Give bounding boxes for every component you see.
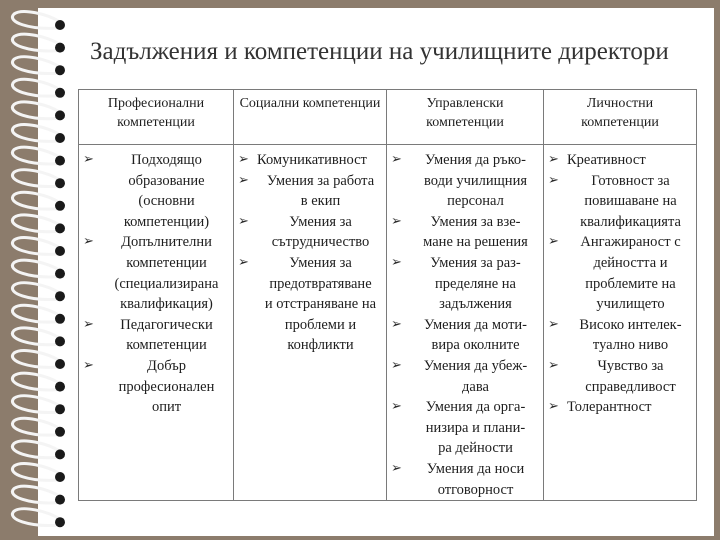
- spiral-ring: [12, 192, 60, 209]
- slide-title: Задължения и компетенции на училищните директори: [90, 38, 669, 65]
- table-header-row: [79, 90, 697, 145]
- social-list: [235, 150, 384, 356]
- spiral-hole: [55, 20, 65, 30]
- spiral-hole: [55, 178, 65, 188]
- list-item: ➢ Умения за предотвратяване и отстраняване на проблеми и конфликти: [235, 253, 384, 356]
- header-personal: Личностни компетенции: [544, 90, 697, 145]
- spiral-hole: [55, 314, 65, 324]
- list-item: ➢ Умения да ръко- води училищния персонал: [388, 150, 541, 212]
- professional-cell: [79, 145, 234, 501]
- personal-cell: [544, 145, 697, 501]
- table-body-row: [79, 145, 697, 501]
- managerial-list: [388, 150, 541, 500]
- spiral-hole: [55, 404, 65, 414]
- spiral-hole: [55, 472, 65, 482]
- list-item: ➢ Комуникативност: [235, 150, 384, 171]
- list-item: ➢ Допълнителни компетенции (специализирана квалификация): [80, 232, 231, 314]
- spiral-hole: [55, 517, 65, 527]
- social-cell: [234, 145, 387, 501]
- header-managerial: Управленски компетенции: [387, 90, 544, 145]
- spiral-hole: [55, 269, 65, 279]
- list-item: ➢ Умения за раз- пределяне на задължения: [388, 253, 541, 315]
- spiral-hole: [55, 359, 65, 369]
- spiral-ring: [12, 260, 60, 277]
- spiral-hole: [55, 382, 65, 392]
- spiral-ring: [12, 170, 60, 187]
- spiral-ring: [12, 125, 60, 142]
- list-item: ➢ Умения да моти- вира околните: [388, 315, 541, 356]
- list-item: ➢ Умения за сътрудничество: [235, 212, 384, 253]
- spiral-ring: [12, 486, 60, 503]
- spiral-ring: [12, 305, 60, 322]
- personal-list: [545, 150, 694, 418]
- list-item: ➢ Умения да убеж- дава: [388, 356, 541, 397]
- list-item: ➢ Умения за работа в екип: [235, 171, 384, 212]
- list-item: ➢ Готовност за повишаване на квалификацията: [545, 171, 694, 233]
- spiral-ring: [12, 215, 60, 232]
- spiral-hole: [55, 495, 65, 505]
- header-social: Социални компетенции: [234, 90, 387, 145]
- spiral-ring: [12, 283, 60, 300]
- spiral-ring: [12, 373, 60, 390]
- list-item: ➢ Педагогически компетенции: [80, 315, 231, 356]
- spiral-ring: [12, 238, 60, 255]
- spiral-ring: [12, 509, 60, 526]
- spiral-hole: [55, 156, 65, 166]
- professional-list: [80, 150, 231, 418]
- spiral-hole: [55, 449, 65, 459]
- spiral-hole: [55, 110, 65, 120]
- spiral-ring: [12, 147, 60, 164]
- list-item: ➢ Ангажираност с дейността и проблемите на училището: [545, 232, 694, 314]
- spiral-ring: [12, 464, 60, 481]
- spiral-ring: [12, 418, 60, 435]
- list-item: ➢ Умения за взе- мане на решения: [388, 212, 541, 253]
- spiral-hole: [55, 427, 65, 437]
- spiral-hole: [55, 223, 65, 233]
- list-item: ➢ Креативност: [545, 150, 694, 171]
- spiral-hole: [55, 246, 65, 256]
- spiral-ring: [12, 79, 60, 96]
- header-professional: Професионални компетенции: [79, 90, 234, 145]
- spiral-ring: [12, 57, 60, 74]
- spiral-hole: [55, 291, 65, 301]
- spiral-ring: [12, 34, 60, 51]
- spiral-hole: [55, 43, 65, 53]
- list-item: ➢ Умения да носи отговорност: [388, 459, 541, 500]
- list-item: ➢ Умения да орга- низира и плани- ра дейности: [388, 397, 541, 459]
- spiral-ring: [12, 396, 60, 413]
- managerial-cell: [387, 145, 544, 501]
- spiral-hole: [55, 88, 65, 98]
- list-item: ➢ Високо интелек- туално ниво: [545, 315, 694, 356]
- competencies-table: [78, 89, 697, 501]
- spiral-ring: [12, 351, 60, 368]
- list-item: ➢ Толерантност: [545, 397, 694, 418]
- spiral-hole: [55, 65, 65, 75]
- list-item: ➢ Добър професионален опит: [80, 356, 231, 418]
- spiral-ring: [12, 328, 60, 345]
- list-item: ➢ Чувство за справедливост: [545, 356, 694, 397]
- spiral-binding: [0, 0, 80, 540]
- spiral-hole: [55, 201, 65, 211]
- spiral-ring: [12, 12, 60, 29]
- list-item: ➢ Подходящо образование (основни компетенции): [80, 150, 231, 232]
- spiral-hole: [55, 336, 65, 346]
- spiral-ring: [12, 102, 60, 119]
- spiral-hole: [55, 133, 65, 143]
- spiral-ring: [12, 441, 60, 458]
